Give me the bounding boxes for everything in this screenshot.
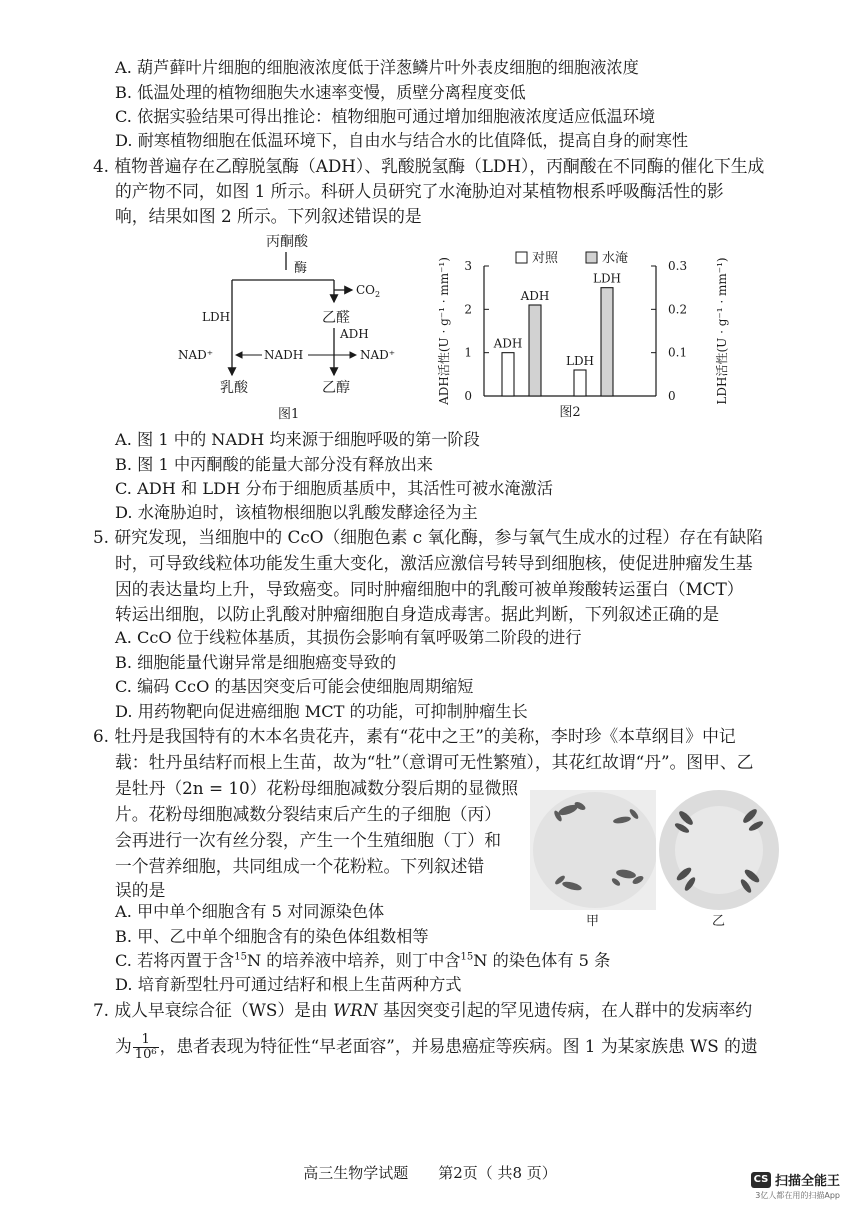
- left-tick-label: 2: [464, 302, 472, 317]
- q4-option-a: A. 图 1 中的 NADH 均来源于细胞呼吸的第一阶段: [115, 430, 480, 449]
- bar-adh-flood: [529, 305, 541, 396]
- figure-2-caption: 图2: [559, 405, 581, 420]
- q5-stem-line-4: 转运出细胞，以防止乳酸对肿瘤细胞自身造成毒害。据此判断，下列叙述正确的是: [115, 604, 720, 624]
- q5-option-a: A. CcO 位于线粒体基质，其损伤会影响有氧呼吸第二阶段的进行: [115, 628, 582, 647]
- q3-option-c: C. 依据实验结果可得出推论：植物细胞可通过增加细胞液浓度适应低温环境: [115, 107, 656, 126]
- q5-stem-line-2: 时，可导致线粒体功能发生重大变化，激活应激信号转导到细胞核，使促进肿瘤发生基: [115, 553, 753, 573]
- q5-stem-line-3: 因的表达量均上升，导致癌变。同时肿瘤细胞中的乳酸可被单羧酸转运蛋白（MCT）: [115, 579, 744, 599]
- q7-stem-line-2: 为 $\frac{1}{\text{10⁶}}$ ，患者表现为特征性“早老面容”，并易患癌症等疾病。图 1 为某家族患 WS 的遗: [115, 1032, 758, 1062]
- scanner-tagline: 3亿人都在用的扫描App: [755, 1191, 840, 1200]
- micrograph-yi-image: [656, 788, 782, 912]
- scanner-logo-icon: CS: [751, 1172, 771, 1188]
- q6-option-c: C. 若将丙置于含$^{15}$N 的培养液中培养，则丁中含$^{15}$N 的染色体有 5 条: [115, 951, 611, 970]
- incidence-fraction: $\frac{1}{\text{10⁶}}$: [134, 1032, 157, 1062]
- q6-option-b: B. 甲、乙中单个细胞含有的染色体组数相等: [115, 927, 429, 946]
- micrograph-jia-image: [530, 790, 660, 910]
- adh-label: ADH: [340, 327, 369, 341]
- q4-stem-line-1: 4. 植物普遍存在乙醇脱氢酶（ADH）、乳酸脱氢酶（LDH），丙酮酸在不同酶的催化下生成: [93, 156, 765, 176]
- co2-label: $CO_2$: [356, 283, 381, 299]
- q6-stem-line-5: 会再进行一次有丝分裂，产生一个生殖细胞（丁）和: [115, 830, 501, 850]
- legend-flood-label: 水淹: [602, 251, 629, 266]
- q5-stem-line-1: 5. 研究发现，当细胞中的 CcO（细胞色素 c 氧化酶，参与氧气生成水的过程）存在有缺陷: [93, 527, 764, 547]
- legend-control-label: 对照: [532, 251, 559, 266]
- q6-option-a: A. 甲中单个细胞含有 5 对同源染色体: [115, 902, 385, 921]
- photo-caption-yi: 乙: [712, 914, 726, 929]
- scanner-app-name: 扫描全能王: [774, 1174, 840, 1189]
- q6-stem-line-7: 误的是: [115, 880, 166, 900]
- bar-label-ldh: LDH: [565, 354, 595, 368]
- q6-stem-line-1: 6. 牡丹是我国特有的木本名贵花卉，素有“花中之王”的美称，李时珍《本草纲目》中记: [93, 726, 736, 746]
- right-tick-label: 0.3: [668, 259, 688, 273]
- q3-option-b: B. 低温处理的植物细胞失水速率变慢，质壁分离程度变低: [115, 83, 526, 102]
- scanner-watermark: [751, 1170, 840, 1189]
- bar-ldh-flood: [601, 288, 613, 396]
- q6-option-d: D. 培育新型牡丹可通过结籽和根上生苗两种方式: [115, 975, 462, 994]
- q4-stem-line-3: 响，结果如图 2 所示。下列叙述错误的是: [115, 206, 422, 226]
- left-axis-title: ADH活性(U · g⁻¹ · mm⁻¹): [437, 257, 451, 405]
- left-tick-label: 1: [464, 345, 472, 360]
- figure-1-caption: 图1: [278, 407, 300, 422]
- legend-flood-swatch: [586, 252, 597, 263]
- ethanol-label: 乙醇: [322, 380, 350, 396]
- q5-option-b: B. 细胞能量代谢异常是细胞癌变导致的: [115, 653, 397, 672]
- q5-option-c: C. 编码 CcO 的基因突变后可能会使细胞周期缩短: [115, 677, 474, 696]
- bar-label-ldh: LDH: [592, 271, 622, 286]
- lactate-label: 乳酸: [220, 380, 248, 396]
- q6-stem-line-2: 载：牡丹虽结籽而根上生苗，故为“牡”（意谓可无性繁殖），其花红故谓“丹”。图甲、乙: [115, 752, 754, 772]
- bar-label-adh: ADH: [493, 336, 523, 351]
- bar-label-adh: ADH: [520, 289, 550, 303]
- figure-1-pathway: [170, 232, 410, 422]
- right-tick-label: 0.1: [668, 345, 688, 360]
- acetaldehyde-label: 乙醛: [322, 310, 350, 326]
- figure-2-chart: [432, 244, 742, 424]
- nad-left-label: NAD⁺: [178, 348, 214, 362]
- nadh-label: NADH: [264, 348, 304, 362]
- right-tick-label: 0.2: [668, 302, 688, 317]
- q4-stem-line-2: 的产物不同，如图 1 所示。科研人员研究了水淹胁迫对某植物根系呼吸酶活性的影: [115, 181, 724, 201]
- left-tick-label: 0: [464, 389, 472, 403]
- q6-stem-line-4: 片。花粉母细胞减数分裂结束后产生的子细胞（丙）: [115, 804, 501, 824]
- left-tick-label: 3: [464, 259, 472, 273]
- enzyme-label: 酶: [294, 261, 308, 276]
- right-tick-label: 0: [668, 389, 676, 403]
- q6-stem-line-3: 是牡丹（2n = 10）花粉母细胞减数分裂后期的显微照: [115, 778, 519, 798]
- bar-adh-control: [502, 353, 514, 396]
- bar-ldh-control: [574, 370, 586, 396]
- q6-stem-line-6: 一个营养细胞，共同组成一个花粉粒。下列叙述错: [115, 856, 485, 876]
- pyruvate-label: 丙酮酸: [266, 234, 308, 250]
- legend-control-swatch: [516, 252, 527, 263]
- q7-stem-line-1: 7. 成人早衰综合征（WS）是由 WRN 基因突变引起的罕见遗传病，在人群中的发病率约: [93, 1000, 753, 1020]
- nad-right-label: NAD⁺: [360, 348, 396, 362]
- q3-option-a: A. 葫芦藓叶片细胞的细胞液浓度低于洋葱鳞片叶外表皮细胞的细胞液浓度: [115, 58, 639, 77]
- q5-option-d: D. 用药物靶向促进癌细胞 MCT 的功能，可抑制肿瘤生长: [115, 702, 528, 721]
- page-footer: 高三生物学试题 第2页（ 共8 页）: [303, 1164, 557, 1182]
- q3-option-d: D. 耐寒植物细胞在低温环境下，自由水与结合水的比值降低，提高自身的耐寒性: [115, 131, 689, 150]
- q4-option-b: B. 图 1 中丙酮酸的能量大部分没有释放出来: [115, 455, 433, 474]
- q4-option-c: C. ADH 和 LDH 分布于细胞质基质中，其活性可被水淹激活: [115, 479, 553, 498]
- photo-caption-jia: 甲: [586, 914, 600, 929]
- ldh-label: LDH: [202, 310, 231, 324]
- q4-option-d: D. 水淹胁迫时，该植物根细胞以乳酸发酵途径为主: [115, 503, 478, 522]
- right-axis-title: LDH活性(U · g⁻¹ · mm⁻¹): [715, 257, 729, 405]
